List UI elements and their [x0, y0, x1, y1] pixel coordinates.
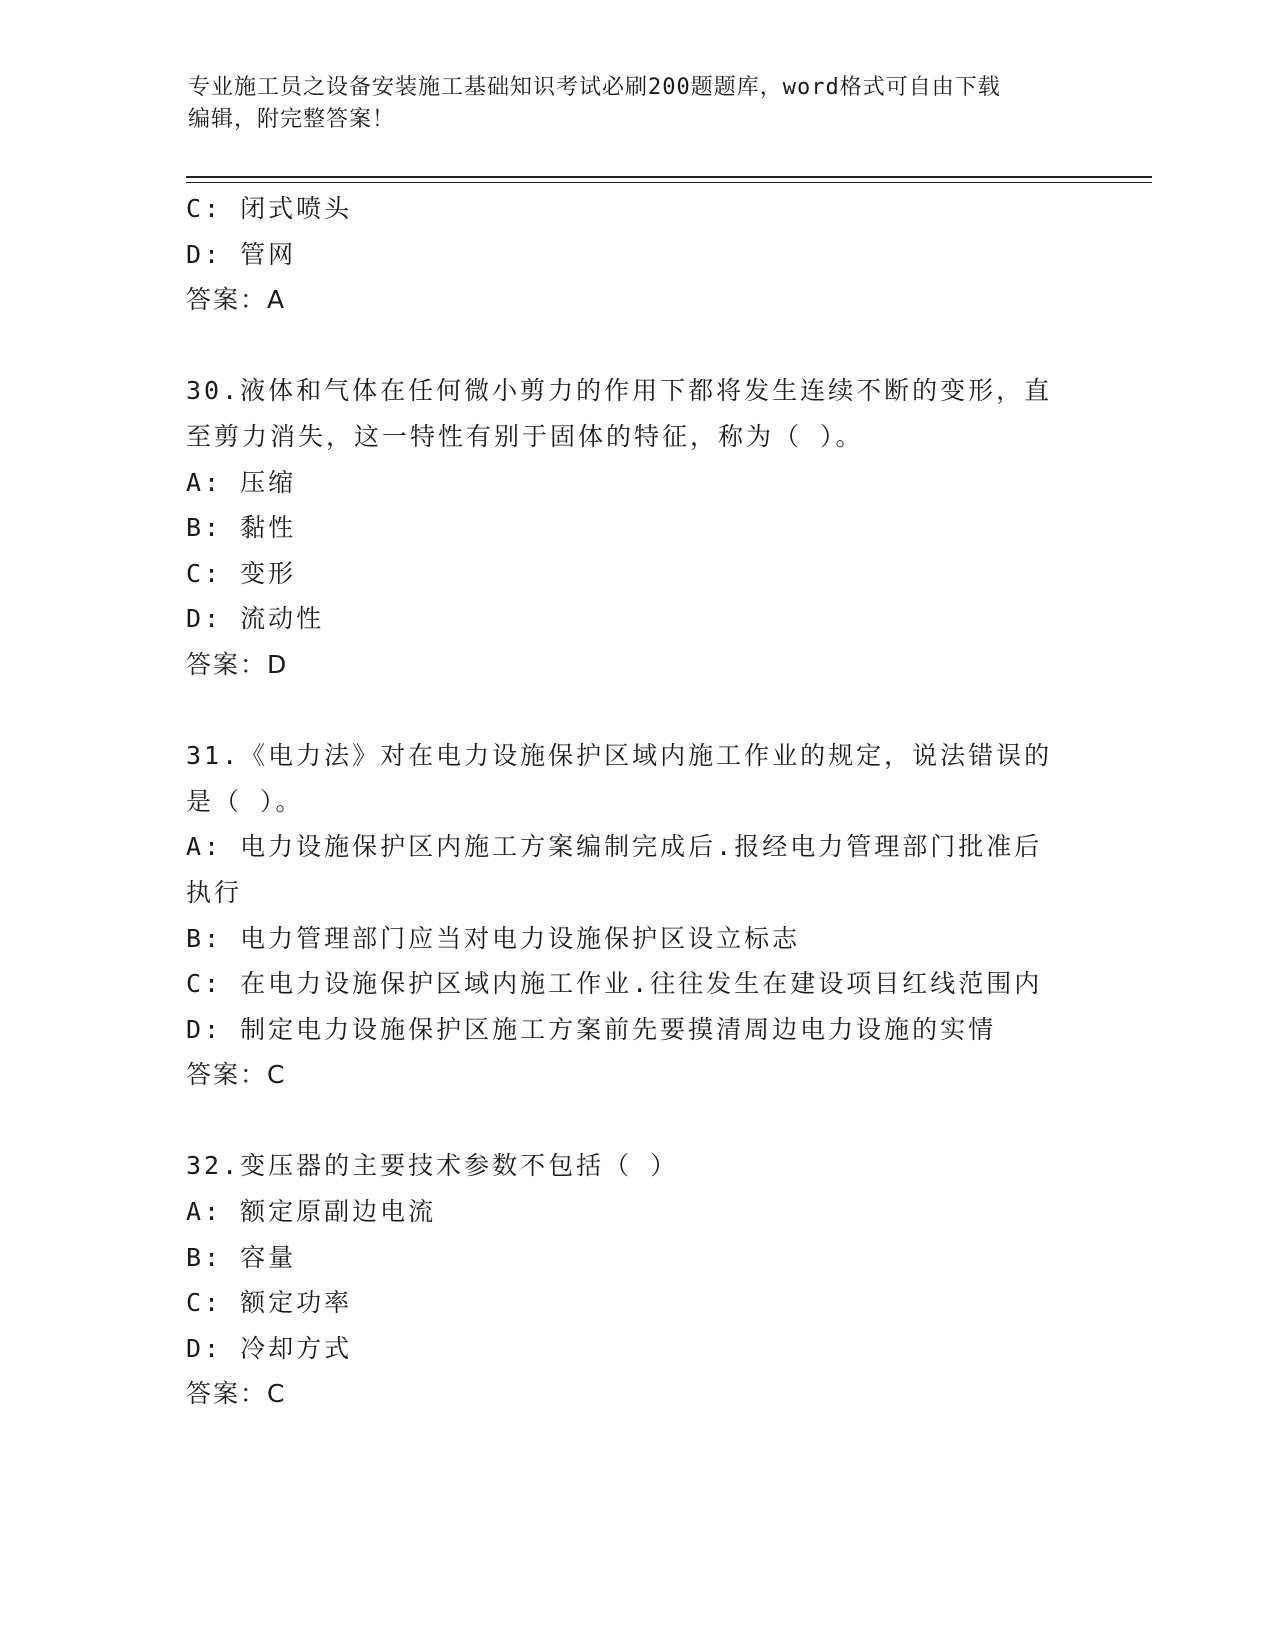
- header-line-2: 编辑，附完整答案！: [188, 107, 396, 132]
- option-d: D: 管网: [186, 239, 297, 269]
- answer: 答案：D: [186, 649, 289, 679]
- header-line-1: 专业施工员之设备安装施工基础知识考试必刷200题题库，word格式可自由下载: [188, 75, 1001, 100]
- question-30: [186, 368, 1086, 687]
- answer: 答案：C: [186, 1060, 287, 1090]
- option-b: B: 黏性: [186, 513, 297, 543]
- question-stem-line-1: 30.液体和气体在任何微小剪力的作用下都将发生连续不断的变形，直: [186, 376, 1053, 406]
- option-c: C: 额定功率: [186, 1288, 353, 1318]
- option-c: C: 闭式喷头: [186, 194, 353, 223]
- option-c: C: 在电力设施保护区域内施工作业.往往发生在建设项目红线范围内: [186, 969, 1043, 999]
- option-c: C: 变形: [186, 558, 297, 588]
- option-d: D: 制定电力设施保护区施工方案前先要摸清周边电力设施的实情: [186, 1014, 997, 1044]
- answer: 答案：A: [186, 285, 287, 315]
- document-header: [188, 72, 1068, 136]
- question-31: [186, 733, 1086, 1098]
- answer: 答案：C: [186, 1379, 287, 1409]
- question-stem-line-2: 至剪力消失，这一特性有别于固体的特征，称为（ ）。: [186, 421, 864, 451]
- option-a: A: 压缩: [186, 467, 297, 497]
- header-divider-thin: [186, 182, 1152, 183]
- question-list: [186, 186, 1086, 1417]
- question-stem-line-1: 31.《电力法》对在电力设施保护区域内施工作业的规定，说法错误的: [186, 741, 1053, 771]
- spacer: [186, 688, 1086, 734]
- option-d: D: 流动性: [186, 604, 325, 634]
- option-a-line-2: 执行: [186, 877, 243, 907]
- spacer: [186, 323, 1086, 369]
- question-29-tail: [186, 186, 1086, 323]
- question-32: [186, 1143, 1086, 1417]
- question-stem-line-2: 是（ ）。: [186, 786, 304, 816]
- spacer: [186, 1098, 1086, 1144]
- question-stem: 32.变压器的主要技术参数不包括（ ）: [186, 1151, 679, 1181]
- option-d: D: 冷却方式: [186, 1333, 353, 1363]
- option-a-line-1: A: 电力设施保护区内施工方案编制完成后.报经电力管理部门批准后: [186, 832, 1043, 862]
- header-divider-thick: [186, 176, 1152, 178]
- option-b: B: 电力管理部门应当对电力设施保护区设立标志: [186, 923, 801, 953]
- option-b: B: 容量: [186, 1242, 297, 1272]
- option-a: A: 额定原副边电流: [186, 1197, 437, 1227]
